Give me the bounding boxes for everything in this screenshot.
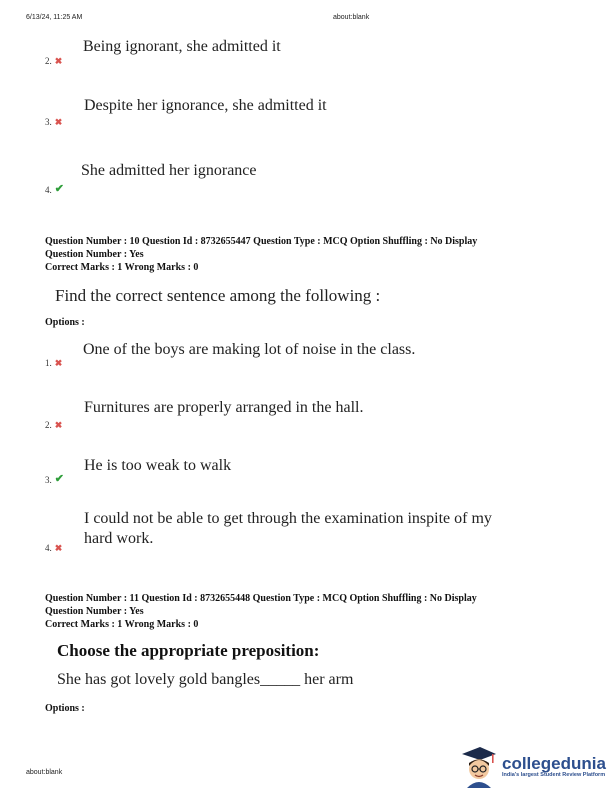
brand-tagline: India's largest Student Review Platform xyxy=(502,771,606,778)
q10-meta-line2: Question Number : Yes xyxy=(45,249,144,260)
q10-option-4-text xyxy=(84,509,492,549)
q10-option-1-text: One of the boys are making lot of noise in the class. xyxy=(83,341,416,358)
q11-instruction: Choose the appropriate preposition: xyxy=(57,641,320,660)
q10-options-label: Options : xyxy=(45,317,85,328)
q10-option-3-marker xyxy=(45,474,64,485)
cross-icon: ✖ xyxy=(54,55,63,66)
check-icon: ✔ xyxy=(54,473,64,485)
q10-meta-line3: Correct Marks : 1 Wrong Marks : 0 xyxy=(45,262,199,273)
cross-icon: ✖ xyxy=(54,116,63,127)
print-page-title: about:blank xyxy=(333,14,370,21)
cross-icon: ✖ xyxy=(54,542,63,553)
student-mascot-icon xyxy=(458,744,498,788)
q10-option-4-line1: I could not be able to get through the examination inspite of my xyxy=(84,510,492,527)
q10-question: Find the correct sentence among the following : xyxy=(55,286,381,305)
cross-icon: ✖ xyxy=(54,419,63,430)
prev-option-3-text: Despite her ignorance, she admitted it xyxy=(84,97,327,114)
q11-meta xyxy=(45,592,477,631)
q11-sentence: She has got lovely gold bangles_____ her arm xyxy=(57,671,354,688)
q10-option-4-marker xyxy=(45,543,62,553)
q10-option-2-marker xyxy=(45,420,62,430)
option-number: 4. xyxy=(45,184,52,195)
option-number: 2. xyxy=(45,420,52,430)
cross-icon: ✖ xyxy=(54,357,63,368)
collegedunia-logo xyxy=(458,744,606,788)
q11-options-label: Options : xyxy=(45,703,85,714)
q10-option-2-text: Furnitures are properly arranged in the hall. xyxy=(84,399,364,416)
prev-option-4-text: She admitted her ignorance xyxy=(81,162,257,179)
q10-option-3-text: He is too weak to walk xyxy=(84,457,232,474)
q11-meta-line3: Correct Marks : 1 Wrong Marks : 0 xyxy=(45,619,199,630)
brand-name: collegedunia xyxy=(502,753,606,773)
option-number: 2. xyxy=(45,56,52,66)
option-number: 3. xyxy=(45,474,52,485)
prev-option-2-marker xyxy=(45,56,62,66)
prev-option-3-marker xyxy=(45,117,62,127)
print-footer-url: about:blank xyxy=(26,769,63,776)
option-number: 4. xyxy=(45,543,52,553)
option-number: 3. xyxy=(45,117,52,127)
q10-meta-line1: Question Number : 10 Question Id : 8732655447 Question Type : MCQ Option Shuffling : No Display xyxy=(45,236,478,247)
brand-text xyxy=(502,755,606,778)
q10-option-1-marker xyxy=(45,358,62,368)
option-number: 1. xyxy=(45,358,52,368)
q10-meta xyxy=(45,235,477,274)
prev-option-4-marker xyxy=(45,184,64,195)
print-timestamp: 6/13/24, 11:25 AM xyxy=(26,14,83,21)
check-icon: ✔ xyxy=(54,183,64,195)
prev-option-2-text: Being ignorant, she admitted it xyxy=(83,38,281,55)
q11-meta-line1: Question Number : 11 Question Id : 8732655448 Question Type : MCQ Option Shuffling : No Display xyxy=(45,593,477,604)
q10-option-4-line2: hard work. xyxy=(84,530,154,547)
q11-meta-line2: Question Number : Yes xyxy=(45,606,144,617)
